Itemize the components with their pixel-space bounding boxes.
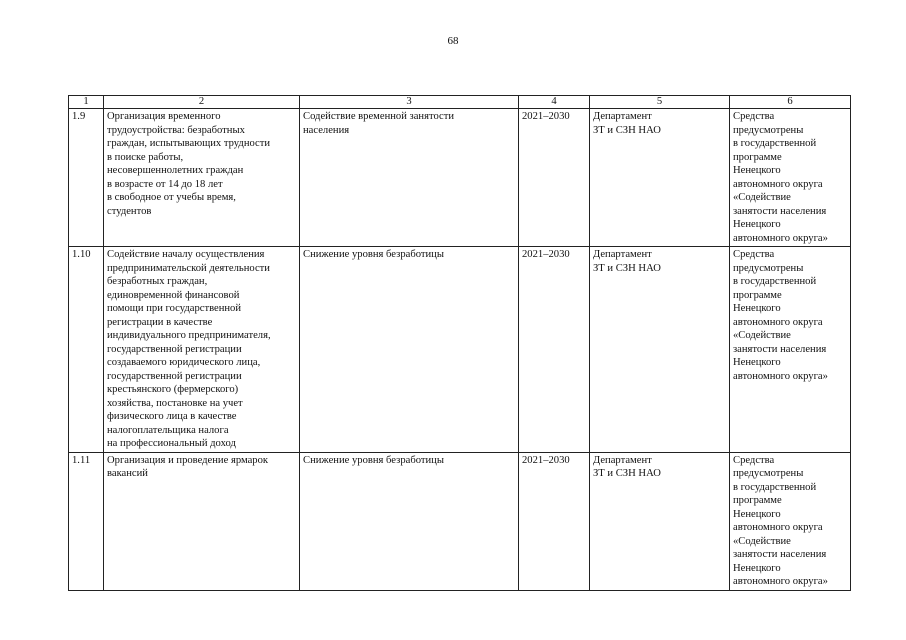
column-header-2: 2	[104, 96, 300, 109]
header-row	[69, 96, 851, 109]
column-header-1: 1	[69, 96, 104, 109]
result-cell: Снижение уровня безработицы	[300, 247, 519, 453]
funding-cell: Средства предусмотрены в государственной программе Ненецкого автономного округа «Содействие занятости населения Ненецкого автономного округа»	[730, 247, 851, 453]
column-header-6: 6	[730, 96, 851, 109]
page-number: 68	[447, 35, 459, 47]
activity-cell: Организация и проведение ярмарок вакансий	[104, 452, 300, 590]
years-cell: 2021–2030	[519, 452, 590, 590]
years-cell: 2021–2030	[519, 247, 590, 453]
column-header-3: 3	[300, 96, 519, 109]
measures-table	[68, 95, 851, 591]
executor-cell: Департамент ЗТ и СЗН НАО	[590, 109, 730, 247]
row-number: 1.11	[69, 452, 104, 590]
result-cell: Содействие временной занятости населения	[300, 109, 519, 247]
column-header-5: 5	[590, 96, 730, 109]
executor-cell: Департамент ЗТ и СЗН НАО	[590, 452, 730, 590]
activity-cell: Содействие началу осуществления предпринимательской деятельности безработных граждан, единовременной финансовой помощи при государственной регистрации в качестве индивидуального предпринимателя, государственной регистрации создаваемого юридического лица, государственной регистрации крестьянского (фермерского) хозяйства, постановке на учет физического лица в качестве налогоплательщика налога на профессиональный доход	[104, 247, 300, 453]
table-row	[69, 452, 851, 590]
table-row	[69, 109, 851, 247]
row-number: 1.9	[69, 109, 104, 247]
activity-cell: Организация временного трудоустройства: безработных граждан, испытывающих трудности в поиске работы, несовершеннолетних граждан в возрасте от 14 до 18 лет в свободное от учебы время, студентов	[104, 109, 300, 247]
executor-cell: Департамент ЗТ и СЗН НАО	[590, 247, 730, 453]
table-row	[69, 247, 851, 453]
funding-cell: Средства предусмотрены в государственной программе Ненецкого автономного округа «Содействие занятости населения Ненецкого автономного округа»	[730, 452, 851, 590]
funding-cell: Средства предусмотрены в государственной программе Ненецкого автономного округа «Содействие занятости населения Ненецкого автономного округа»	[730, 109, 851, 247]
result-cell: Снижение уровня безработицы	[300, 452, 519, 590]
column-header-4: 4	[519, 96, 590, 109]
row-number: 1.10	[69, 247, 104, 453]
years-cell: 2021–2030	[519, 109, 590, 247]
